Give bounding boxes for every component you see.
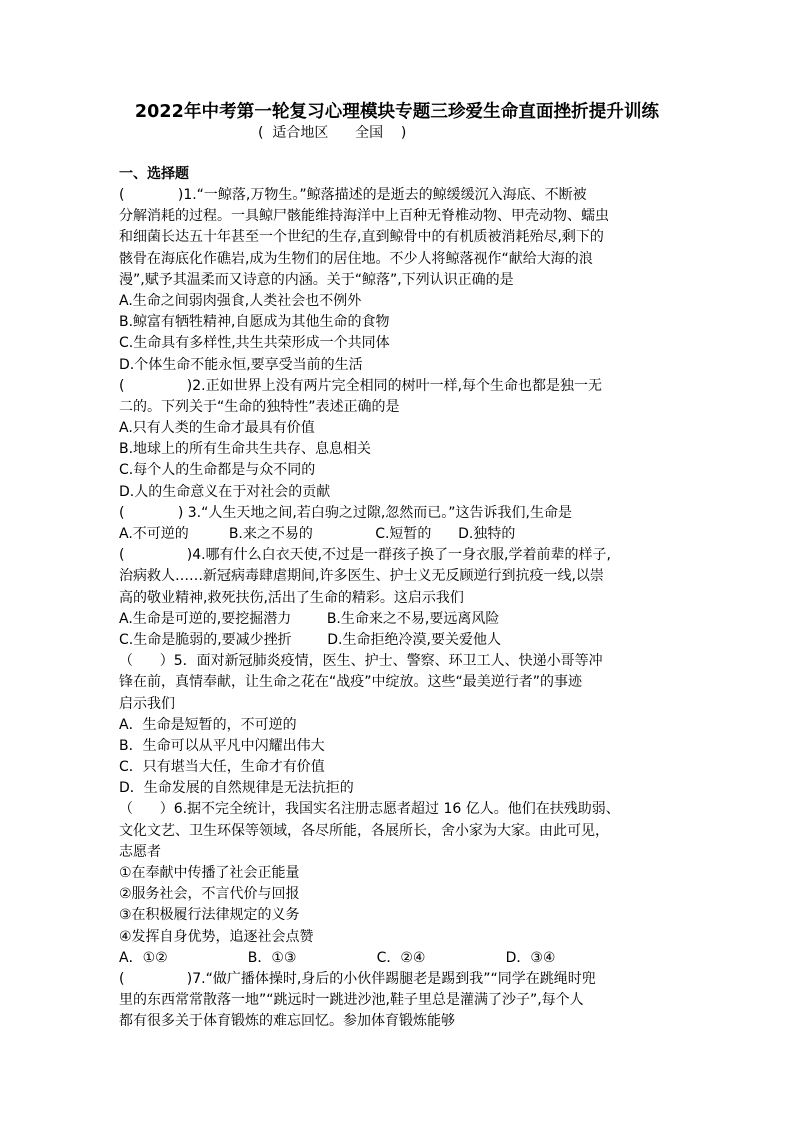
text-line: C.生命是脆弱的,要减少挫折 D.生命拒绝冷漠,要关爱他人 (119, 631, 501, 648)
text-line: 锋在前，真情奉献，让生命之花在“战疫”中绽放。这些“最美逆行者”的事迹 (119, 674, 583, 691)
text-line: D.人的生命意义在于对社会的贡献 (119, 483, 331, 500)
text-line: B.地球上的所有生命共生共存、息息相关 (119, 441, 372, 458)
text-line: B.鲸富有牺牲精神,自愿成为其他生命的食物 (119, 314, 390, 331)
section-heading: 一、选择题 (119, 166, 189, 182)
text-line: 志愿者 (119, 843, 161, 860)
text-line: D.个体生命不能永恒,要享受当前的生活 (119, 356, 363, 373)
text-line: 骸骨在海底化作礁岩,成为生物们的居住地。不少人将鲸落视作“献给大海的浪 (119, 250, 593, 267)
text-line: ①在奉献中传播了社会正能量 (119, 865, 300, 881)
text-line: ( )2.正如世界上没有两片完全相同的树叶一样,每个生命也都是独一无 (119, 377, 603, 394)
text-line: ( )4.哪有什么白衣天使,不过是一群孩子换了一身衣服,学着前辈的样子, (119, 547, 611, 564)
text-line: 和细菌长达五十年甚至一个世纪的生存,直到鲸骨中的有机质被消耗殆尽,剩下的 (119, 229, 604, 246)
text-line: A.只有人类的生命才最具有价值 (119, 420, 315, 437)
text-line: 漫”,赋予其温柔而又诗意的内涵。关于“鲸落”,下列认识正确的是 (119, 271, 514, 288)
text-line: ( ) 3.“人生天地之间,若白驹之过隙,忽然而已。”这告诉我们,生命是 (119, 504, 572, 521)
text-line: 分解消耗的过程。一具鲸尸骸能维持海洋中上百种无脊椎动物、甲壳动物、蠕虫 (119, 208, 609, 225)
text-line: ( )7.“做广播体操时,身后的小伙伴踢腿老是踢到我”“同学在跳绳时兜 (119, 970, 596, 987)
text-line: ③在积极履行法律规定的义务 (119, 907, 300, 924)
page-title: 2022年中考第一轮复习心理模块专题三珍爱生命直面挫折提升训练 (134, 102, 660, 122)
text-line: C．只有堪当大任，生命才有价值 (119, 759, 325, 776)
text-line: ④发挥自身优势，追逐社会点赞 (119, 928, 314, 945)
text-line: C.生命具有多样性,共生共荣形成一个共同体 (119, 335, 390, 352)
text-line: ( )1.“一鲸落,万物生。”鲸落描述的是逝去的鲸缓缓沉入海底、不断被 (119, 187, 587, 203)
text-line: 文化文艺、卫生环保等领域，各尽所能，各展所长，舍小家为大家。由此可见， (119, 822, 609, 839)
text-line: 都有很多关于体育锻炼的难忘回忆。参加体育锻炼能够 (119, 1013, 455, 1030)
text-line: C.每个人的生命都是与众不同的 (119, 462, 316, 479)
text-line: A.不可逆的 B.来之不易的 C.短暂的 D.独特的 (119, 526, 516, 542)
text-line: D．生命发展的自然规律是无法抗拒的 (119, 780, 354, 797)
question-body (119, 185, 679, 1033)
text-line: ②服务社会，不言代价与回报 (119, 886, 300, 903)
text-line: A．生命是短暂的，不可逆的 (119, 716, 297, 733)
text-line: 高的敬业精神,救死扶伤,活出了生命的精彩。这启示我们 (119, 589, 464, 606)
text-line: 二的。下列关于“生命的独特性”表述正确的是 (119, 398, 400, 415)
text-line: （ ）6.据不完全统计，我国实名注册志愿者超过 16 亿人。他们在扶残助弱、 (119, 801, 620, 818)
text-line: B．生命可以从平凡中闪耀出伟大 (119, 737, 325, 754)
text-line: 治病救人……新冠病毒肆虐期间,许多医生、护士义无反顾逆行到抗疫一线,以崇 (119, 568, 604, 585)
page-subtitle: ( 适合地区 全国 ) (258, 125, 407, 141)
text-line: A.生命之间弱肉强食,人类社会也不例外 (119, 292, 362, 309)
text-line: 里的东西常常散落一地”“跳远时一跳进沙池,鞋子里总是灌满了沙子”,每个人 (119, 992, 584, 1009)
text-line: （ ）5．面对新冠肺炎疫情，医生、护士、警察、环卫工人、快递小哥等冲 (119, 653, 603, 670)
text-line: A．①② B．①③ C．②④ D．③④ (119, 949, 556, 966)
text-line: A.生命是可逆的,要挖掘潜力 B.生命来之不易,要远离风险 (119, 610, 500, 627)
text-line: 启示我们 (119, 695, 175, 712)
